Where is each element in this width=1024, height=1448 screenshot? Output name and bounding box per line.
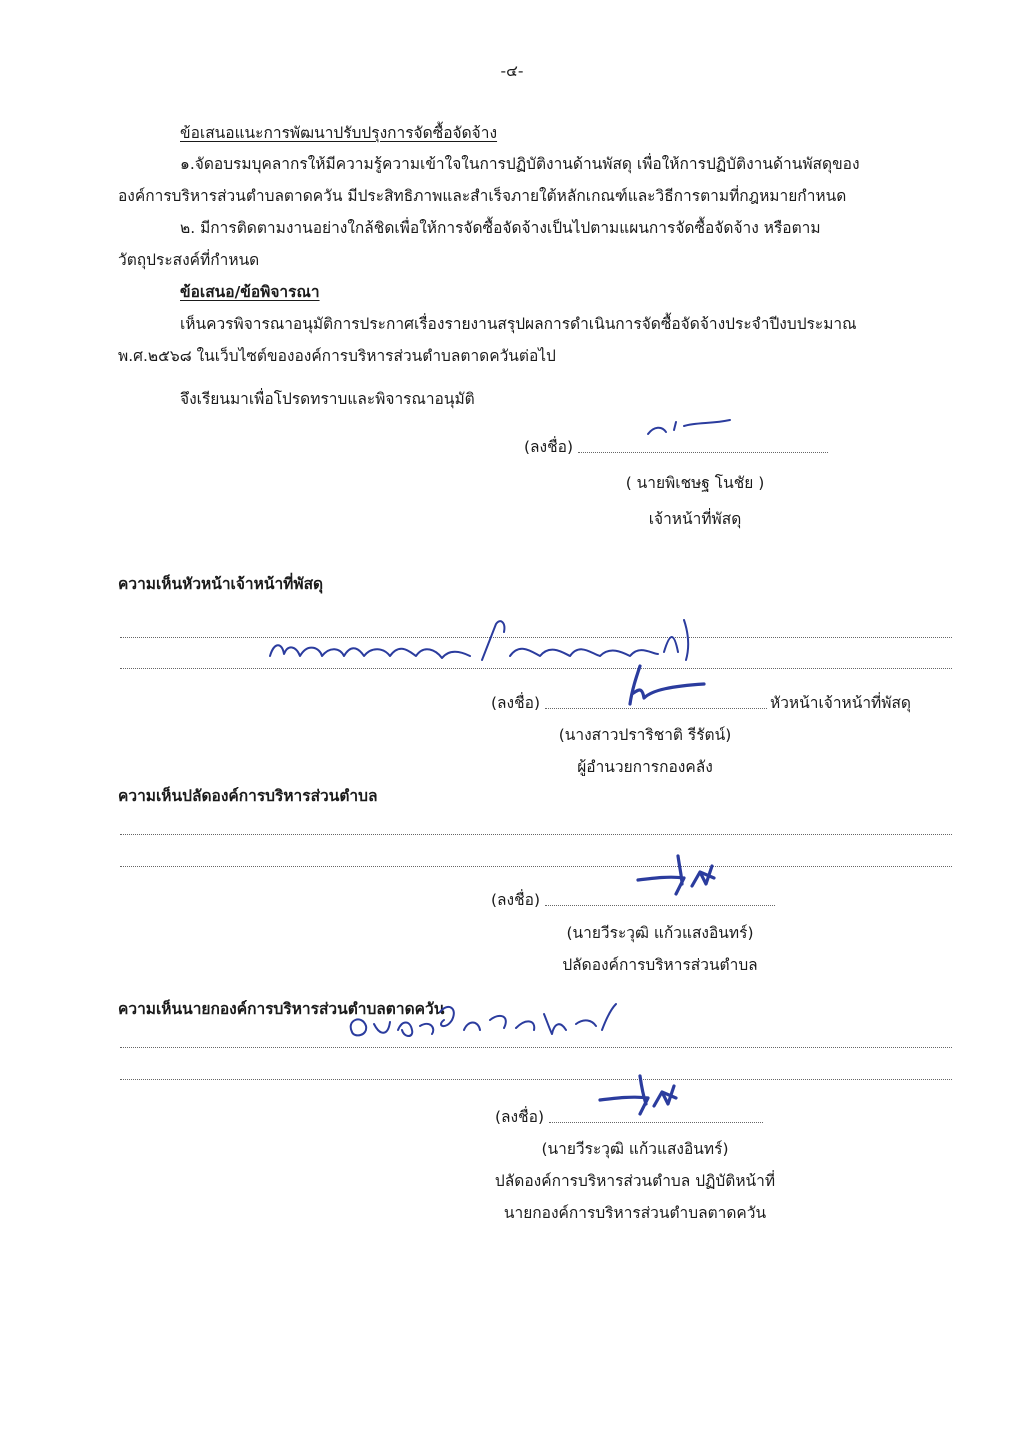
mayor-sign-line [549,1122,763,1123]
dev-item1-line1: ๑.จัดอบรมบุคลากรให้มีความรู้ความเข้าใจในการปฏิบัติงานด้านพัสดุ เพื่อให้การปฏิบัติงานด้านพัสดุของ [180,155,860,173]
palad-name: (นายวีระวุฒิ แก้วแสงอินทร์) [566,924,754,942]
officer-signature [640,412,740,442]
head-sign-label: (ลงชื่อ) [491,694,540,712]
mayor-title-line1: ปลัดองค์การบริหารส่วนตำบล ปฏิบัติหน้าที่ [494,1172,776,1190]
mayor-sign-label: (ลงชื่อ) [495,1108,544,1126]
mayor-opinion-line2 [120,1079,952,1080]
palad-signature [630,852,730,898]
proposal-line1: เห็นควรพิจารณาอนุมัติการประกาศเรื่องรายงานสรุปผลการดำเนินการจัดซื้อจัดจ้างประจำปีงบประมาณ [180,315,857,333]
mayor-opinion-line1 [120,1047,952,1048]
mayor-signature [592,1072,692,1118]
palad-sign-label: (ลงชื่อ) [491,891,540,909]
officer-sign-line [578,452,828,453]
head-sign-suffix: หัวหน้าเจ้าหน้าที่พัสดุ [770,694,911,712]
proposal-line2: พ.ศ.๒๕๖๘ ในเว็บไซต์ขององค์การบริหารส่วนตำบลตาดควันต่อไป [118,347,556,365]
closing-text: จึงเรียนมาเพื่อโปรดทราบและพิจารณาอนุมัติ [180,390,475,408]
dev-item2-line1: ๒. มีการติดตามงานอย่างใกล้ชิดเพื่อให้การจัดซื้อจัดจ้างเป็นไปตามแผนการจัดซื้อจัดจ้าง หรือตาม [180,219,821,237]
palad-opinion-heading: ความเห็นปลัดองค์การบริหารส่วนตำบล [118,787,378,805]
mayor-handwritten-opinion [340,994,620,1048]
officer-name: ( นายพิเชษฐ โนชัย ) [625,474,765,492]
palad-title: ปลัดองค์การบริหารส่วนตำบล [562,956,758,974]
palad-sign-line [545,905,775,906]
mayor-name: (นายวีระวุฒิ แก้วแสงอินทร์) [541,1140,729,1158]
head-signature [612,660,712,710]
head-name: (นางสาวปราริชาติ รีรัตน์) [558,726,732,744]
head-opinion-heading: ความเห็นหัวหน้าเจ้าหน้าที่พัสดุ [118,575,324,593]
mayor-opinion-heading: ความเห็นนายกองค์การบริหารส่วนตำบลตาดควัน [118,1000,445,1018]
head-title: ผู้อำนวยการกองคลัง [577,758,713,776]
palad-opinion-line1 [120,834,952,835]
dev-item2-line2: วัตถุประสงค์ที่กำหนด [118,251,260,269]
page-number: -๔- [500,62,524,80]
officer-sign-label: (ลงชื่อ) [524,438,573,456]
officer-title: เจ้าหน้าที่พัสดุ [648,510,742,528]
dev-item1-line2: องค์การบริหารส่วนตำบลตาดควัน มีประสิทธิภาพและสำเร็จภายใต้หลักเกณฑ์และวิธีการตามที่กฎหมายกำหนด [118,187,847,205]
dev-heading: ข้อเสนอแนะการพัฒนาปรับปรุงการจัดซื้อจัดจ้าง [180,124,498,142]
proposal-heading: ข้อเสนอ/ข้อพิจารณา [180,283,320,301]
palad-opinion-line2 [120,866,952,867]
mayor-title-line2: นายกองค์การบริหารส่วนตำบลตาดควัน [503,1204,767,1222]
